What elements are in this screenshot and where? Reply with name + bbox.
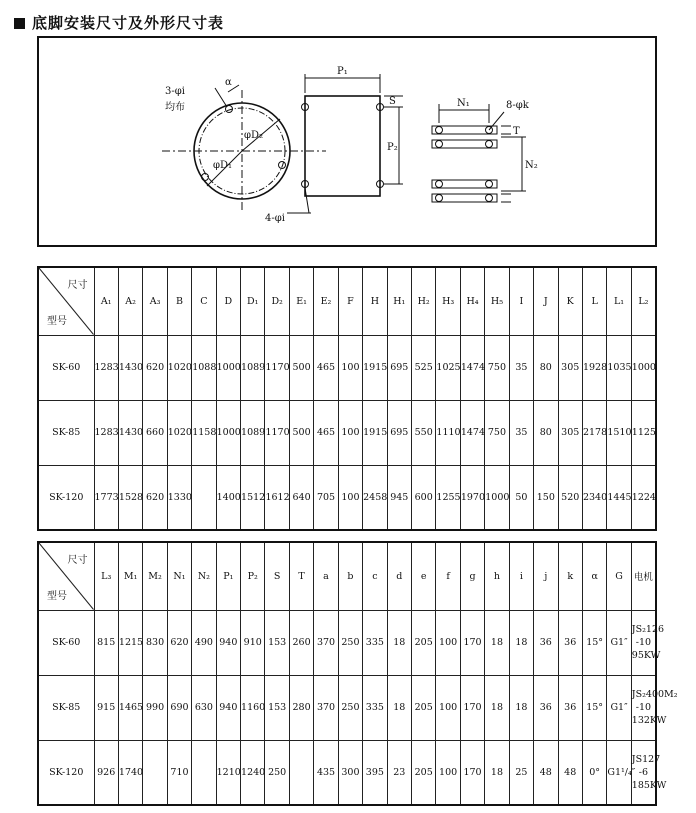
value-cell: 80 <box>534 400 558 465</box>
value-cell: 1915 <box>363 400 387 465</box>
model-cell: SK-60 <box>38 610 94 675</box>
value-cell: 36 <box>558 610 582 675</box>
value-cell: 660 <box>143 400 167 465</box>
value-cell: 100 <box>338 465 362 530</box>
value-cell: 1170 <box>265 400 289 465</box>
value-cell: 1170 <box>265 335 289 400</box>
value-cell: 1465 <box>118 675 142 740</box>
corner-label-dimension: 尺寸 <box>67 280 88 291</box>
value-cell: 15° <box>582 610 606 675</box>
table-row <box>38 335 656 400</box>
spec-table-2 <box>37 541 678 806</box>
column-header: b <box>338 542 362 610</box>
value-cell: 23 <box>387 740 411 805</box>
model-cell: SK-60 <box>38 335 94 400</box>
value-cell: 100 <box>436 740 460 805</box>
value-cell: 550 <box>411 400 435 465</box>
value-cell: 2340 <box>582 465 606 530</box>
header-row <box>38 267 656 335</box>
column-header: 电机 <box>631 542 656 610</box>
value-cell: 1224 <box>631 465 656 530</box>
value-cell: 370 <box>314 675 338 740</box>
value-cell: 1970 <box>460 465 484 530</box>
column-header: P₂ <box>241 542 265 610</box>
value-cell: 1000 <box>216 335 240 400</box>
value-cell: 1430 <box>118 335 142 400</box>
column-header: P₁ <box>216 542 240 610</box>
rail-view <box>432 104 526 202</box>
value-cell: 926 <box>94 740 118 805</box>
column-header: L₃ <box>94 542 118 610</box>
value-cell: 990 <box>143 675 167 740</box>
column-header: f <box>436 542 460 610</box>
corner-label-dimension: 尺寸 <box>67 555 88 566</box>
table-row <box>38 740 656 805</box>
value-cell: 100 <box>338 400 362 465</box>
label-n1: N₁ <box>457 98 470 109</box>
value-cell: 205 <box>411 610 435 675</box>
value-cell: 370 <box>314 610 338 675</box>
value-cell: 18 <box>509 675 533 740</box>
bullet-square-icon <box>14 18 25 29</box>
value-cell: 1283 <box>94 335 118 400</box>
value-cell: 815 <box>94 610 118 675</box>
value-cell: 620 <box>143 335 167 400</box>
value-cell: 1430 <box>118 400 142 465</box>
value-cell: 250 <box>338 610 362 675</box>
value-cell: 490 <box>192 610 216 675</box>
column-header: E₂ <box>314 267 338 335</box>
column-header: L <box>582 267 606 335</box>
column-header: H <box>363 267 387 335</box>
value-cell: 500 <box>289 335 313 400</box>
value-cell: G1″ <box>607 675 631 740</box>
label-evenly: 均布 <box>165 102 185 113</box>
value-cell: 620 <box>143 465 167 530</box>
column-header: g <box>460 542 484 610</box>
value-cell: 100 <box>436 675 460 740</box>
column-header: E₁ <box>289 267 313 335</box>
column-header: L₁ <box>607 267 631 335</box>
value-cell: 2458 <box>363 465 387 530</box>
value-cell: JS₂400M₂ -10 132KW <box>631 675 656 740</box>
value-cell: 100 <box>436 610 460 675</box>
spec-table-1 <box>37 266 657 531</box>
table-row <box>38 465 656 530</box>
model-cell: SK-120 <box>38 740 94 805</box>
value-cell: JS127 -6 185KW <box>631 740 656 805</box>
value-cell: 260 <box>289 610 313 675</box>
installation-drawing <box>37 36 657 247</box>
value-cell: 1210 <box>216 740 240 805</box>
column-header: D₁ <box>241 267 265 335</box>
value-cell: G1″ <box>607 610 631 675</box>
column-header: D <box>216 267 240 335</box>
value-cell: 1445 <box>607 465 631 530</box>
value-cell: 1088 <box>192 335 216 400</box>
value-cell: 910 <box>241 610 265 675</box>
value-cell: 205 <box>411 675 435 740</box>
value-cell: 630 <box>192 675 216 740</box>
page-title <box>14 12 224 33</box>
value-cell <box>192 465 216 530</box>
value-cell: 1020 <box>167 335 191 400</box>
value-cell: 435 <box>314 740 338 805</box>
value-cell: 1528 <box>118 465 142 530</box>
value-cell: 705 <box>314 465 338 530</box>
value-cell: 640 <box>289 465 313 530</box>
value-cell: 18 <box>485 675 509 740</box>
value-cell: 1400 <box>216 465 240 530</box>
value-cell <box>289 740 313 805</box>
value-cell: 695 <box>387 335 411 400</box>
value-cell: 18 <box>509 610 533 675</box>
value-cell: 170 <box>460 675 484 740</box>
value-cell: 80 <box>534 335 558 400</box>
value-cell: 1474 <box>460 400 484 465</box>
column-header: G <box>607 542 631 610</box>
column-header: J <box>534 267 558 335</box>
value-cell <box>192 740 216 805</box>
value-cell: 35 <box>509 335 533 400</box>
value-cell: 305 <box>558 400 582 465</box>
column-header: A₃ <box>143 267 167 335</box>
value-cell <box>143 740 167 805</box>
header-row <box>38 542 656 610</box>
value-cell: 335 <box>363 610 387 675</box>
value-cell: 1915 <box>363 335 387 400</box>
column-header: N₁ <box>167 542 191 610</box>
column-header: M₂ <box>143 542 167 610</box>
value-cell: 1025 <box>436 335 460 400</box>
column-header: H₄ <box>460 267 484 335</box>
value-cell: 1740 <box>118 740 142 805</box>
value-cell: 1612 <box>265 465 289 530</box>
value-cell: 1474 <box>460 335 484 400</box>
value-cell: 250 <box>338 675 362 740</box>
value-cell: 153 <box>265 610 289 675</box>
value-cell: 205 <box>411 740 435 805</box>
column-header: F <box>338 267 362 335</box>
column-header: H₃ <box>436 267 460 335</box>
value-cell: 1928 <box>582 335 606 400</box>
value-cell: 710 <box>167 740 191 805</box>
value-cell: 1215 <box>118 610 142 675</box>
corner-cell <box>38 542 94 610</box>
value-cell: 18 <box>387 610 411 675</box>
column-header: i <box>509 542 533 610</box>
value-cell: 395 <box>363 740 387 805</box>
table-row <box>38 675 656 740</box>
value-cell: 1000 <box>485 465 509 530</box>
column-header: h <box>485 542 509 610</box>
value-cell: G1¹/₄″ <box>607 740 631 805</box>
label-holes3: 3-φi <box>165 86 185 97</box>
label-p1: P₁ <box>337 66 348 77</box>
value-cell: 690 <box>167 675 191 740</box>
corner-cell <box>38 267 94 335</box>
value-cell: 15° <box>582 675 606 740</box>
value-cell: 25 <box>509 740 533 805</box>
value-cell: 1512 <box>241 465 265 530</box>
value-cell: 830 <box>143 610 167 675</box>
value-cell: 520 <box>558 465 582 530</box>
label-alpha: α <box>225 77 232 88</box>
value-cell: 250 <box>265 740 289 805</box>
column-header: K <box>558 267 582 335</box>
value-cell: JS₂126 -10 95KW <box>631 610 656 675</box>
value-cell: 150 <box>534 465 558 530</box>
value-cell: 153 <box>265 675 289 740</box>
value-cell: 48 <box>534 740 558 805</box>
value-cell: 48 <box>558 740 582 805</box>
label-d2: φD₂ <box>244 130 264 141</box>
value-cell: 36 <box>558 675 582 740</box>
value-cell: 305 <box>558 335 582 400</box>
label-p2: P₂ <box>387 142 398 153</box>
value-cell: 500 <box>289 400 313 465</box>
label-holes4: 4-φi <box>265 213 285 224</box>
label-d1: φD₁ <box>213 160 233 171</box>
column-header: k <box>558 542 582 610</box>
value-cell: 945 <box>387 465 411 530</box>
column-header: I <box>509 267 533 335</box>
value-cell: 1035 <box>607 335 631 400</box>
value-cell: 1020 <box>167 400 191 465</box>
column-header: e <box>411 542 435 610</box>
title-text: 底脚安装尺寸及外形尺寸表 <box>32 14 225 32</box>
column-header: H₂ <box>411 267 435 335</box>
column-header: α <box>582 542 606 610</box>
column-header: A₂ <box>118 267 142 335</box>
value-cell: 300 <box>338 740 362 805</box>
value-cell: 695 <box>387 400 411 465</box>
value-cell: 1283 <box>94 400 118 465</box>
value-cell: 750 <box>485 335 509 400</box>
value-cell: 170 <box>460 740 484 805</box>
label-s: S <box>389 96 396 107</box>
value-cell: 18 <box>485 740 509 805</box>
value-cell: 35 <box>509 400 533 465</box>
value-cell: 335 <box>363 675 387 740</box>
value-cell: 1255 <box>436 465 460 530</box>
label-holes8: 8-φk <box>506 100 529 111</box>
column-header: L₂ <box>631 267 656 335</box>
value-cell: 1158 <box>192 400 216 465</box>
value-cell: 465 <box>314 335 338 400</box>
value-cell: 465 <box>314 400 338 465</box>
column-header: d <box>387 542 411 610</box>
column-header: H₁ <box>387 267 411 335</box>
model-cell: SK-120 <box>38 465 94 530</box>
base-plate-view <box>287 74 403 213</box>
corner-label-model: 型号 <box>47 315 67 327</box>
column-header: T <box>289 542 313 610</box>
value-cell: 1160 <box>241 675 265 740</box>
value-cell: 1330 <box>167 465 191 530</box>
value-cell: 18 <box>485 610 509 675</box>
column-header: a <box>314 542 338 610</box>
model-cell: SK-85 <box>38 675 94 740</box>
value-cell: 1510 <box>607 400 631 465</box>
value-cell: 1089 <box>241 400 265 465</box>
value-cell: 940 <box>216 610 240 675</box>
value-cell: 36 <box>534 675 558 740</box>
value-cell: 100 <box>338 335 362 400</box>
flange-view <box>162 85 326 210</box>
value-cell: 1125 <box>631 400 656 465</box>
value-cell: 1240 <box>241 740 265 805</box>
value-cell: 750 <box>485 400 509 465</box>
column-header: N₂ <box>192 542 216 610</box>
column-header: j <box>534 542 558 610</box>
value-cell: 36 <box>534 610 558 675</box>
value-cell: 18 <box>387 675 411 740</box>
column-header: C <box>192 267 216 335</box>
table-row <box>38 610 656 675</box>
column-header: c <box>363 542 387 610</box>
corner-label-model: 型号 <box>47 590 67 602</box>
dimension-diagram <box>39 38 655 245</box>
value-cell: 1110 <box>436 400 460 465</box>
column-header: B <box>167 267 191 335</box>
model-cell: SK-85 <box>38 400 94 465</box>
value-cell: 50 <box>509 465 533 530</box>
column-header: D₂ <box>265 267 289 335</box>
column-header: H₅ <box>485 267 509 335</box>
value-cell: 2178 <box>582 400 606 465</box>
value-cell: 0° <box>582 740 606 805</box>
value-cell: 280 <box>289 675 313 740</box>
table-row <box>38 400 656 465</box>
value-cell: 1089 <box>241 335 265 400</box>
value-cell: 170 <box>460 610 484 675</box>
value-cell: 600 <box>411 465 435 530</box>
label-n2: N₂ <box>525 160 538 171</box>
column-header: M₁ <box>118 542 142 610</box>
value-cell: 1000 <box>631 335 656 400</box>
value-cell: 1773 <box>94 465 118 530</box>
drawing-labels <box>165 66 538 224</box>
value-cell: 525 <box>411 335 435 400</box>
value-cell: 915 <box>94 675 118 740</box>
value-cell: 940 <box>216 675 240 740</box>
label-t: T <box>513 126 520 137</box>
column-header: S <box>265 542 289 610</box>
column-header: A₁ <box>94 267 118 335</box>
value-cell: 620 <box>167 610 191 675</box>
value-cell: 1000 <box>216 400 240 465</box>
